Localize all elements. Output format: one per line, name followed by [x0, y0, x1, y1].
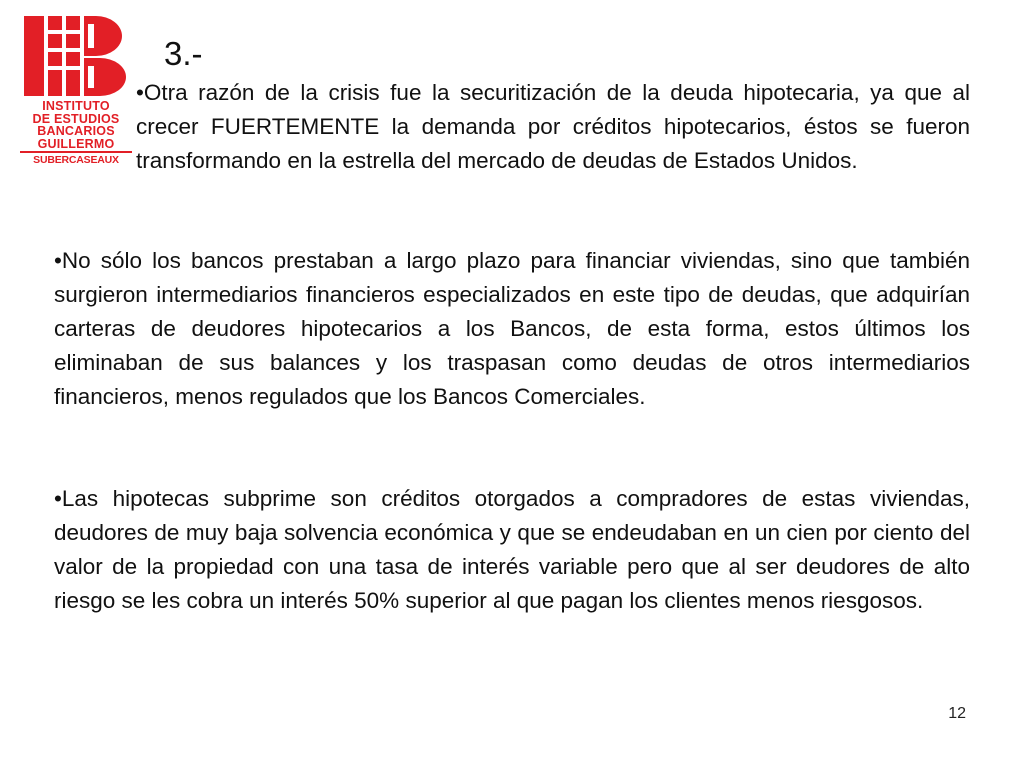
logo-subline: SUBERCASEAUX: [20, 151, 132, 166]
logo-line-2: DE ESTUDIOS: [32, 111, 120, 126]
slide-title: 3.-: [164, 35, 203, 72]
logo-line-1: INSTITUTO: [42, 99, 110, 113]
logo-ib-mark-icon: [24, 16, 128, 96]
paragraph-securitization: •Otra razón de la crisis fue la securitización de la deuda hipotecaria, ya que al crecer FUERTEMENTE la demanda por créditos hipotecarios, éstos se fueron transformando en la estrella del mercado de deudas de Estados Unidos.: [136, 80, 970, 173]
logo-text: [14, 100, 138, 166]
institute-logo: [14, 16, 138, 176]
paragraph-intermediaries: •No sólo los bancos prestaban a largo plazo para financiar viviendas, sino que también surgieron intermediarios financieros especializados en este tipo de deudas, que adquirían carteras de deudores hipotecarios a los Bancos, de esta forma, estos últimos los eliminaban de sus balances y los traspasan como deudas de otros intermediarios financieros, menos regulados que los Bancos Comerciales.: [54, 248, 970, 409]
page-number: 12: [948, 705, 966, 722]
logo-line-3: BANCARIOS: [37, 124, 115, 138]
paragraph-subprime: •Las hipotecas subprime son créditos otorgados a compradores de estas viviendas, deudores de muy baja solvencia económica y que se endeudaban en un cien por ciento del valor de la propiedad con una tasa de interés variable pero que al ser deudores de alto riesgo se les cobra un interés 50% superior al que pagan los clientes menos riesgosos.: [54, 486, 970, 613]
logo-line-4: GUILLERMO: [37, 136, 115, 151]
